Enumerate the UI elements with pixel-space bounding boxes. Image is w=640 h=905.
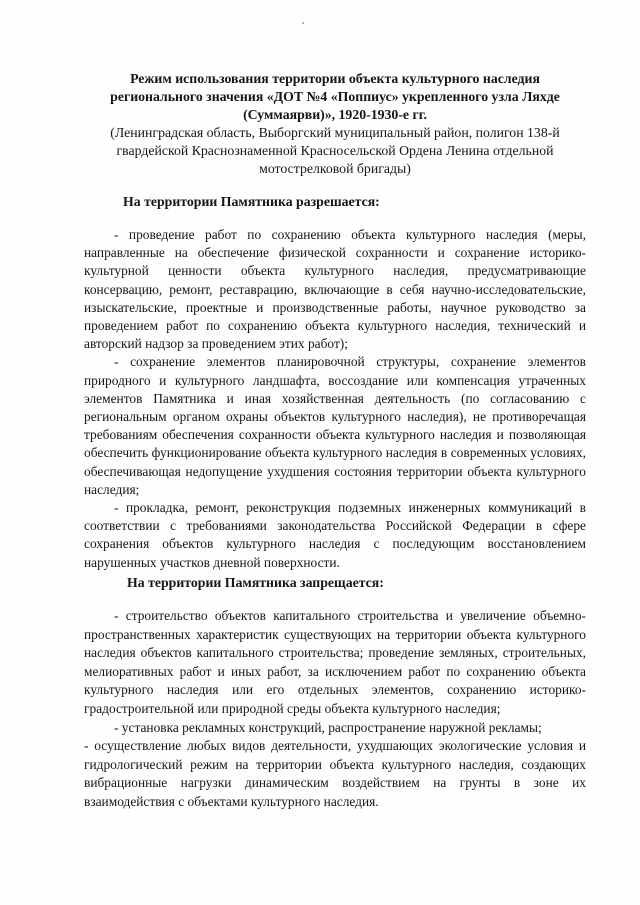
document-title: Режим использования территории объекта культурного наследия регионального значения «ДОТ №4 «Поппиус» укрепленного узла Ляхде (Суммаярви)», 1920-1930-е гг. <box>110 71 560 122</box>
scan-dot <box>302 22 304 24</box>
forbidden-section <box>84 607 586 812</box>
forbidden-item-1: - строительство объектов капитального строительства и увеличение объемно-пространственных характеристик существующих на территории объекта культурного наследия объектов капитального строительства; проведение земляных, строительных, мелиоративных работ и иных работ, за исключением работ по сохранению объекта культурного наследия или его отдельных элементов, сохранению историко-градостроительной или природной среды объекта культурного наследия; <box>84 608 586 716</box>
allowed-item-2: - сохранение элементов планировочной структуры, сохранение элементов природного и культурного ландшафта, воссоздание или компенсация утраченных элементов Памятника и иная хозяйственная деятельность (по согласованию с региональным органом охраны объектов культурного наследия), не противоречащая требованиям обеспечения сохранности объекта культурного наследия и позволяющая обеспечить функционирование объекта культурного наследия в современных условиях, обеспечивающая недопущение ухудшения состояния территории объекта культурного наследия; <box>84 354 586 497</box>
allowed-item-1: - проведение работ по сохранению объекта культурного наследия (меры, направленные на обеспечение физической сохранности и сохранение историко-культурной ценности объекта культурного наследия, предусматривающие консервацию, ремонт, реставрацию, включающие в себя научно-исследовательские, изыскательские, проектные и производственные работы, научное руководство за проведением работ по сохранению объекта культурного наследия, технический и авторский надзор за проведением этих работ); <box>84 227 586 352</box>
allowed-item-3: - прокладка, ремонт, реконструкция подземных инженерных коммуникаций в соответствии с требованиями законодательства Российской Федерации в сфере сохранения объектов культурного наследия с последующим восстановлением нарушенных участков дневной поверхности. <box>84 500 586 570</box>
forbidden-heading: На территории Памятника запрещается: <box>127 575 384 590</box>
allowed-section <box>84 226 586 572</box>
document-subtitle: (Ленинградская область, Выборгский муниципальный район, полигон 138-й гвардейской Краснознаменной Красносельской Ордена Ленина отдельной мотострелковой бригады) <box>110 125 560 176</box>
forbidden-item-2: - установка рекламных конструкций, распространение наружной рекламы; <box>114 719 542 735</box>
allowed-heading: На территории Памятника разрешается: <box>123 194 380 209</box>
title-block <box>95 70 575 178</box>
forbidden-item-3: - осуществление любых видов деятельности, ухудшающих экологические условия и гидрологический режим на территории объекта культурного наследия, создающих вибрационные нагрузки динамическим воздействием на грунты в зоне их взаимодействия с объектами культурного наследия. <box>84 738 586 809</box>
